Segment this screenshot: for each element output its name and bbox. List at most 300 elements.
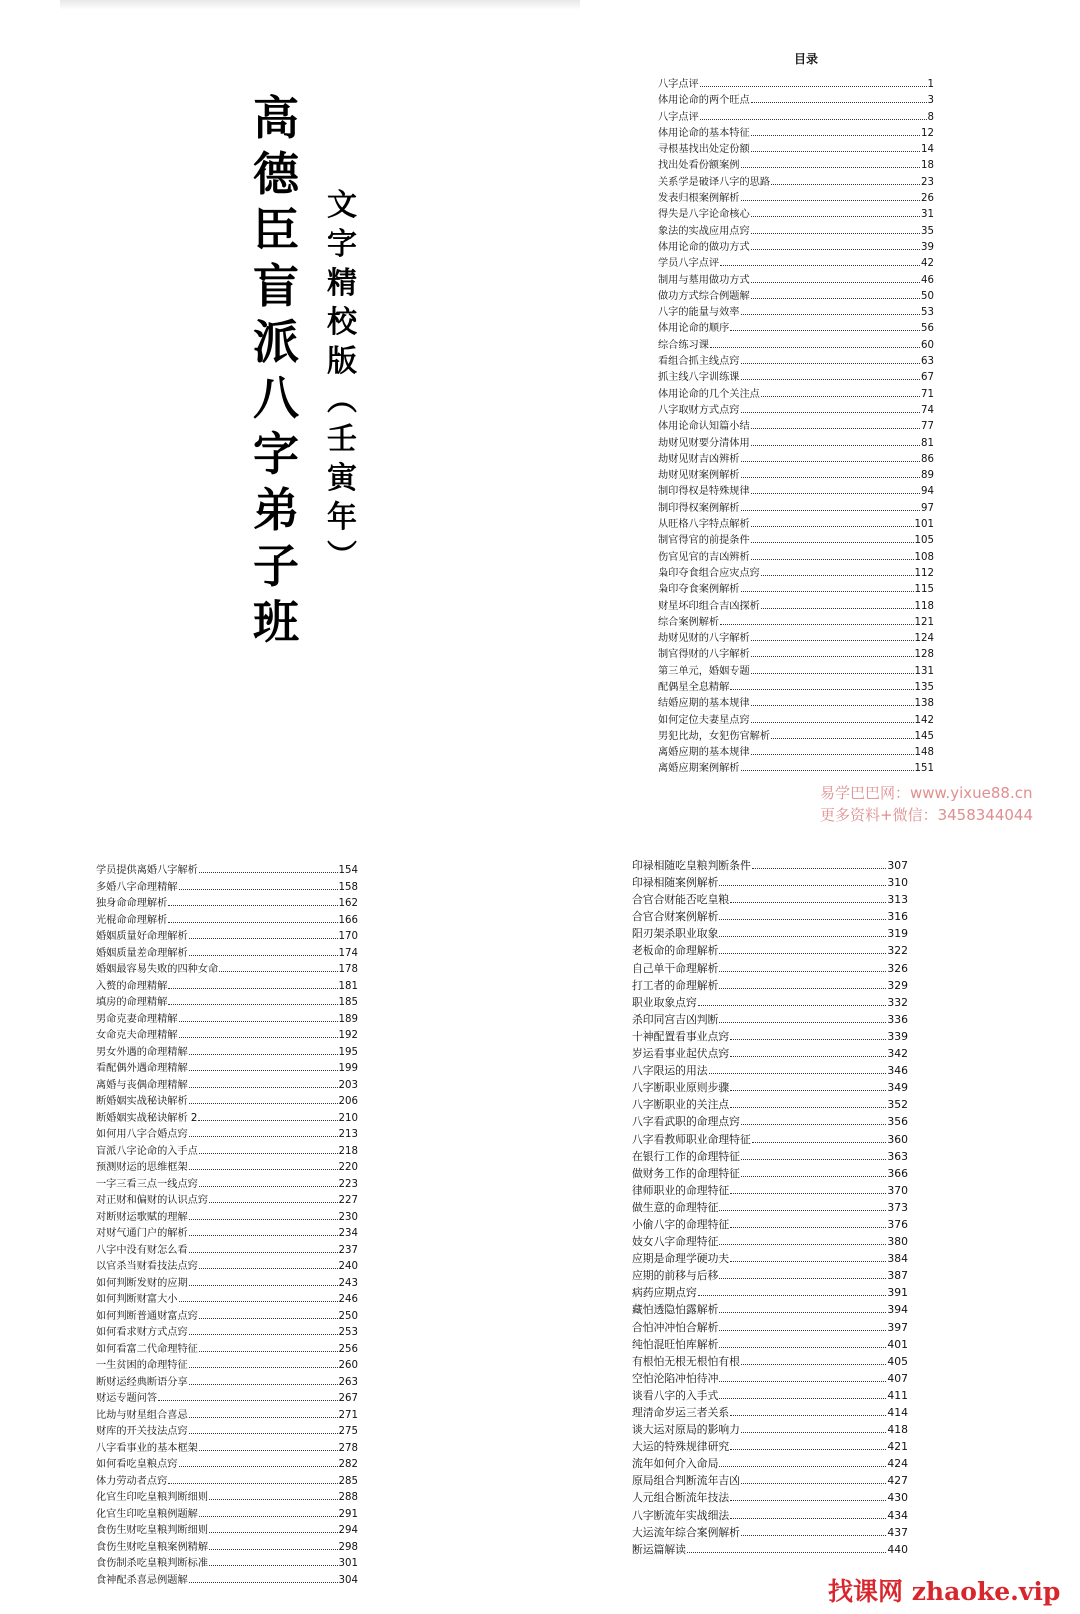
toc-entry-title: 结婚应期的基本规律 — [658, 698, 750, 710]
title-char: 德 — [253, 147, 299, 201]
title-char: 高 — [253, 91, 299, 145]
toc-entry-title: 谈看八字的入手式 — [632, 1388, 719, 1402]
watermark-line-wechat: 更多资料+微信：3458344044 — [820, 806, 1034, 824]
toc-entry-page: 39 — [921, 241, 934, 253]
toc-entry-title: 以官杀当财看技法点窍 — [96, 1261, 198, 1272]
toc-leader-dots — [700, 79, 927, 87]
toc-entry — [96, 1505, 358, 1522]
toc-entry-page: 407 — [887, 1371, 908, 1385]
toc-entry-title: 独身命命理解析 — [96, 898, 168, 909]
toc-entry — [96, 1125, 358, 1142]
toc-entry-title: 纯怕混旺怕库解析 — [632, 1337, 719, 1351]
toc-leader-dots — [189, 931, 338, 939]
toc-entry-page: 336 — [887, 1012, 908, 1026]
toc-entry-page: 145 — [914, 730, 934, 742]
toc-entry-page: 192 — [338, 1030, 358, 1041]
toc-leader-dots — [719, 912, 886, 921]
toc-entry-page: 411 — [887, 1388, 908, 1402]
toc-leader-dots — [730, 895, 886, 904]
toc-entry — [632, 1029, 908, 1046]
toc-entry — [96, 1026, 358, 1043]
toc-entry-page: 401 — [887, 1337, 908, 1351]
title-char: 臣 — [253, 203, 299, 257]
toc-entry-title: 婚姻质量好命理解析 — [96, 931, 188, 942]
toc-entry-page: 275 — [338, 1426, 358, 1437]
toc-entry-title: 体用论命的顺序 — [658, 323, 730, 335]
toc-entry-title: 八字取财方式点窍 — [658, 404, 740, 416]
toc-entry-page: 267 — [338, 1393, 358, 1404]
toc-entry-title: 人元组合断流年技法 — [632, 1491, 730, 1505]
toc-leader-dots — [719, 1202, 886, 1211]
toc-entry-page: 291 — [338, 1508, 358, 1520]
toc-leader-dots — [719, 1305, 886, 1314]
subtitle-char: 校 — [327, 305, 357, 340]
title-char: 字 — [253, 427, 299, 481]
toc-leader-dots — [751, 633, 914, 641]
toc-entry-page: 394 — [887, 1303, 908, 1317]
toc-leader-dots — [709, 1066, 887, 1075]
toc-entry-title: 寻根基找出处定份额 — [658, 144, 750, 156]
toc-entry-title: 一生贫困的命理特征 — [96, 1360, 188, 1371]
toc-leader-dots — [209, 1492, 337, 1500]
toc-entry-title: 财运专题问答 — [96, 1393, 158, 1404]
toc-entry-page: 71 — [921, 388, 934, 400]
toc-entry — [658, 368, 934, 384]
toc-entry-title: 如何用八字合婚点窍 — [96, 1129, 188, 1140]
toc-entry — [632, 1490, 908, 1507]
toc-entry-title: 如何判断财富大小 — [96, 1294, 178, 1305]
toc-entry-page: 189 — [338, 1013, 358, 1025]
toc-entry-title: 综合案例解析 — [658, 616, 720, 628]
toc-leader-dots — [730, 1185, 886, 1194]
toc-entry-title: 在银行工作的命理特征 — [632, 1149, 740, 1163]
toc-entry-page: 162 — [338, 898, 358, 909]
toc-entry-page: 138 — [914, 698, 934, 710]
toc-leader-dots — [189, 1162, 338, 1170]
toc-entry-page: 26 — [921, 193, 934, 205]
toc-entry-title: 律师职业的命理特征 — [632, 1183, 730, 1197]
toc-entry-page: 178 — [338, 964, 358, 975]
toc-leader-dots — [761, 568, 914, 576]
toc-entry-title: 伤官见官的吉凶辨析 — [658, 551, 750, 563]
toc-entry-page: 60 — [921, 339, 934, 351]
toc-entry-title: 阳刃架杀职业取象 — [632, 927, 719, 941]
toc-entry-title: 大运流年综合案例解析 — [632, 1525, 740, 1539]
toc-entry — [658, 108, 934, 124]
toc-leader-dots — [730, 1510, 886, 1519]
toc-leader-dots — [730, 1048, 886, 1057]
toc-entry-page: 8 — [927, 111, 934, 123]
toc-entry-page: 101 — [914, 519, 934, 531]
toc-leader-dots — [168, 914, 337, 922]
toc-entry — [96, 1224, 358, 1241]
toc-leader-dots — [720, 617, 913, 625]
toc-entry — [658, 727, 934, 743]
title-char: 子 — [253, 539, 299, 593]
toc-column-2 — [96, 861, 358, 1587]
toc-leader-dots — [751, 666, 914, 674]
toc-entry-page: 142 — [914, 714, 934, 726]
watermark-site-info — [820, 782, 1076, 826]
toc-entry — [96, 960, 358, 977]
toc-entry-title: 比劫与财星组合喜忌 — [96, 1409, 188, 1421]
toc-entry — [632, 875, 908, 892]
toc-entry-page: 46 — [921, 274, 934, 286]
toc-leader-dots — [771, 731, 913, 739]
toc-entry-page: 42 — [921, 258, 934, 270]
toc-entry-page: 424 — [887, 1457, 908, 1471]
toc-entry-page: 14 — [921, 144, 934, 156]
toc-leader-dots — [189, 1409, 338, 1417]
toc-entry-page: 363 — [887, 1149, 908, 1163]
toc-leader-dots — [189, 1129, 338, 1137]
toc-entry-page: 50 — [921, 290, 934, 302]
toc-leader-dots — [751, 421, 920, 429]
toc-leader-dots — [719, 1014, 886, 1023]
toc-entry-page: 170 — [338, 931, 358, 942]
toc-entry-page: 349 — [887, 1081, 908, 1095]
toc-leader-dots — [189, 1327, 338, 1335]
toc-entry-page: 3 — [927, 95, 934, 107]
toc-entry — [632, 1405, 908, 1422]
toc-entry — [96, 1439, 358, 1456]
toc-entry-title: 合官合财案例解析 — [632, 910, 719, 924]
toc-entry — [658, 711, 934, 727]
toc-entry-title: 得失是八字论命核心 — [658, 209, 750, 221]
toc-leader-dots — [730, 682, 913, 690]
toc-entry-title: 一字三看三点一线点窍 — [96, 1178, 198, 1190]
toc-entry-page: 260 — [338, 1360, 358, 1371]
toc-entry-title: 配偶星全息精解 — [658, 681, 730, 693]
toc-leader-dots — [700, 111, 927, 119]
toc-entry-page: 135 — [914, 681, 934, 693]
toc-entry-title: 体用论命的基本特征 — [658, 127, 750, 139]
toc-entry — [658, 385, 934, 401]
toc-entry-title: 应期是命理学硬功夫 — [632, 1252, 730, 1266]
toc-entry-title: 象法的实战应用点窍 — [658, 225, 750, 237]
toc-entry-title: 男女外遇的命理精解 — [96, 1046, 188, 1058]
toc-entry — [96, 1274, 358, 1291]
toc-leader-dots — [751, 486, 920, 494]
toc-entry-title: 离婚与丧偶命理精解 — [96, 1079, 188, 1091]
toc-entry-page: 12 — [921, 127, 934, 139]
toc-leader-dots — [752, 1134, 887, 1143]
toc-entry-page: 237 — [338, 1244, 358, 1256]
toc-leader-dots — [199, 1508, 338, 1516]
toc-leader-dots — [199, 1442, 338, 1450]
toc-entry — [96, 993, 358, 1010]
toc-leader-dots — [741, 1527, 886, 1536]
toc-entry-title: 食伤制杀吃皇粮判断标准 — [96, 1558, 209, 1569]
toc-leader-dots — [209, 1195, 337, 1203]
toc-entry-page: 437 — [887, 1525, 908, 1539]
toc-entry — [96, 1389, 358, 1406]
toc-entry — [632, 1371, 908, 1388]
toc-entry — [632, 1063, 908, 1080]
toc-entry — [658, 75, 934, 91]
toc-entry — [658, 597, 934, 613]
toc-entry-title: 入赘的命理精解 — [96, 980, 168, 992]
toc-entry-page: 322 — [887, 944, 908, 958]
toc-entry-page: 253 — [338, 1327, 358, 1338]
toc-leader-dots — [720, 258, 920, 266]
toc-entry — [658, 531, 934, 547]
toc-entry-title: 八字看武职的命理点窍 — [632, 1115, 740, 1129]
toc-entry — [632, 892, 908, 909]
toc-entry-title: 制用与墓用做功方式 — [658, 274, 750, 286]
toc-leader-dots — [209, 1525, 337, 1533]
toc-entry — [96, 1092, 358, 1109]
toc-leader-dots — [719, 1339, 886, 1348]
toc-leader-dots — [710, 340, 920, 348]
subtitle-char: 版 — [327, 344, 357, 379]
toc-entry-title: 杀印同宫吉凶判断 — [632, 1012, 719, 1026]
toc-entry-title: 印禄相随案例解析 — [632, 876, 719, 890]
toc-entry — [96, 894, 358, 911]
toc-leader-dots — [189, 1376, 338, 1384]
toc-entry — [632, 1456, 908, 1473]
book-title — [248, 90, 304, 650]
toc-entry — [96, 1241, 358, 1258]
toc-entry-page: 234 — [338, 1228, 358, 1239]
toc-entry — [96, 1158, 358, 1175]
toc-leader-dots — [730, 1219, 886, 1228]
toc-entry-page: 35 — [921, 225, 934, 237]
toc-entry — [632, 1012, 908, 1029]
toc-leader-dots — [741, 1151, 886, 1160]
toc-leader-dots — [751, 747, 914, 755]
toc-entry-title: 流年如何介入命局 — [632, 1457, 719, 1471]
toc-leader-dots — [741, 1425, 886, 1434]
toc-entry-page: 23 — [921, 176, 934, 188]
toc-entry-page: 316 — [887, 910, 908, 924]
toc-entry-page: 218 — [338, 1145, 358, 1157]
toc-leader-dots — [741, 1168, 886, 1177]
toc-entry — [632, 1302, 908, 1319]
toc-entry-page: 97 — [921, 502, 934, 514]
toc-leader-dots — [158, 1393, 337, 1401]
toc-entry-page: 206 — [338, 1096, 358, 1107]
toc-entry-page: 199 — [338, 1063, 358, 1074]
toc-leader-dots — [219, 964, 337, 972]
toc-entry — [96, 911, 358, 928]
subtitle-char: ︵ — [327, 383, 357, 418]
toc-entry-page: 250 — [338, 1310, 358, 1322]
watermark-zhaoke: 找课网 zhaoke.vip — [828, 1577, 1061, 1606]
toc-entry — [658, 678, 934, 694]
toc-entry-title: 体力劳动者点窍 — [96, 1475, 168, 1487]
toc-entry-title: 理清命岁运三者关系 — [632, 1406, 730, 1419]
toc-leader-dots — [719, 946, 886, 955]
toc-entry-title: 体用论命的两个旺点 — [658, 95, 750, 107]
toc-entry — [632, 1268, 908, 1285]
toc-entry-page: 271 — [338, 1409, 358, 1421]
toc-entry-page: 94 — [921, 486, 934, 498]
toc-leader-dots — [189, 1079, 338, 1087]
toc-entry-title: 从旺格八字特点解析 — [658, 519, 750, 531]
toc-leader-dots — [719, 878, 886, 887]
toc-leader-dots — [751, 144, 920, 152]
toc-entry-page: 414 — [887, 1406, 908, 1419]
toc-entry-page: 240 — [338, 1261, 358, 1272]
toc-entry — [632, 978, 908, 995]
toc-entry-title: 劫财见财吉凶辨析 — [658, 453, 740, 465]
toc-entry-title: 化官生印吃皇粮例题解 — [96, 1508, 198, 1520]
toc-entry-page: 63 — [921, 356, 934, 368]
toc-entry-page: 223 — [338, 1178, 358, 1190]
toc-entry-title: 制印得权案例解析 — [658, 502, 740, 514]
toc-leader-dots — [741, 503, 921, 511]
toc-entry — [632, 909, 908, 926]
toc-entry-title: 病药应期点窍 — [632, 1286, 697, 1300]
toc-entry-title: 财星坏印组合吉凶探析 — [658, 600, 760, 612]
toc-entry-title: 化官生印吃皇粮判断细则 — [96, 1492, 209, 1503]
toc-entry — [96, 1340, 358, 1357]
toc-entry — [658, 222, 934, 238]
toc-entry-title: 如何判断发财的应期 — [96, 1277, 188, 1289]
toc-entry — [96, 1191, 358, 1208]
book-edition-subtitle — [322, 186, 362, 576]
toc-entry-page: 181 — [338, 980, 358, 992]
toc-leader-dots — [189, 1277, 338, 1285]
toc-entry — [658, 173, 934, 189]
toc-leader-dots — [719, 980, 886, 989]
toc-entry-page: 246 — [338, 1294, 358, 1305]
toc-entry — [658, 613, 934, 629]
toc-entry — [96, 861, 358, 878]
toc-entry — [632, 1542, 908, 1559]
toc-entry — [96, 1076, 358, 1093]
toc-entry-page: 346 — [887, 1064, 908, 1078]
toc-entry-title: 妓女八字命理特征 — [632, 1235, 719, 1249]
toc-entry — [96, 1323, 358, 1340]
toc-leader-dots — [751, 551, 914, 559]
toc-entry — [96, 1406, 358, 1423]
toc-entry-title: 做生意的命理特征 — [632, 1200, 719, 1214]
toc-entry — [96, 977, 358, 994]
toc-leader-dots — [189, 1426, 338, 1434]
title-char: 班 — [253, 595, 299, 649]
toc-entry-title: 食伤生财吃皇粮案例精解 — [96, 1541, 209, 1553]
toc-leader-dots — [719, 1271, 886, 1280]
toc-leader-dots — [199, 1261, 338, 1269]
toc-entry-title: 断财运经典断语分享 — [96, 1376, 188, 1388]
toc-leader-dots — [719, 1237, 886, 1246]
toc-leader-dots — [751, 274, 920, 282]
toc-leader-dots — [751, 291, 920, 299]
toc-entry-page: 391 — [887, 1286, 908, 1300]
toc-entry-title: 找出处看份额案例 — [658, 160, 740, 172]
toc-entry-title: 制官得财的八字解析 — [658, 649, 750, 661]
toc-entry-title: 大运的特殊规律研究 — [632, 1440, 730, 1454]
toc-entry — [658, 303, 934, 319]
toc-entry — [96, 1422, 358, 1439]
toc-entry — [632, 1080, 908, 1097]
toc-leader-dots — [199, 1310, 338, 1318]
toc-entry-page: 53 — [921, 307, 934, 319]
toc-leader-dots — [189, 1211, 338, 1219]
toc-entry-page: 356 — [887, 1115, 908, 1129]
title-char: 派 — [253, 315, 299, 369]
toc-entry — [658, 319, 934, 335]
toc-entry-title: 枭印夺食案例解析 — [658, 584, 740, 596]
toc-entry — [658, 254, 934, 270]
toc-leader-dots — [741, 307, 921, 315]
title-char: 弟 — [253, 483, 299, 537]
toc-entry-title: 自己单干命理解析 — [632, 961, 719, 975]
toc-entry-title: 光棍命命理解析 — [96, 914, 168, 926]
toc-entry — [96, 1356, 358, 1373]
subtitle-char: 寅 — [327, 461, 357, 496]
toc-entry — [658, 140, 934, 156]
toc-leader-dots — [741, 1117, 886, 1126]
toc-entry-title: 劫财见财的八字解析 — [658, 633, 750, 645]
toc-entry-page: 282 — [338, 1459, 358, 1470]
toc-entry-title: 断婚姻实战秘诀解析 2 — [96, 1112, 198, 1124]
toc-leader-dots — [719, 1459, 886, 1468]
toc-entry-page: 166 — [338, 914, 358, 926]
toc-leader-dots — [730, 323, 920, 331]
toc-leader-dots — [189, 947, 338, 955]
toc-entry-page: 387 — [887, 1269, 908, 1283]
toc-leader-dots — [698, 1288, 887, 1297]
toc-entry — [632, 943, 908, 960]
toc-entry-page: 1 — [927, 79, 934, 90]
toc-entry-page: 319 — [887, 927, 908, 941]
toc-entry-page: 185 — [338, 997, 358, 1008]
toc-entry — [632, 1132, 908, 1149]
toc-entry-page: 31 — [921, 209, 934, 221]
toc-entry-title: 如何看吃皇粮点窍 — [96, 1459, 178, 1470]
toc-entry-title: 谈大运对原局的影响力 — [632, 1423, 740, 1437]
toc-entry-title: 十神配置看事业点窍 — [632, 1029, 730, 1043]
toc-leader-dots — [751, 128, 920, 136]
toc-entry — [658, 156, 934, 172]
toc-entry-title: 打工者的命理解析 — [632, 978, 719, 992]
toc-leader-dots — [730, 1442, 886, 1451]
toc-entry-title: 财库的开关技法点窍 — [96, 1426, 188, 1437]
toc-entry-title: 藏怕透隐怕露解析 — [632, 1303, 719, 1317]
toc-entry-page: 128 — [914, 649, 934, 661]
toc-entry-title: 体用论命认知篇小结 — [658, 421, 750, 433]
toc-entry — [96, 1010, 358, 1027]
toc-entry-page: 332 — [887, 995, 908, 1009]
toc-leader-dots — [168, 997, 337, 1005]
toc-entry-page: 81 — [921, 437, 934, 449]
toc-entry-page: 352 — [887, 1098, 908, 1112]
toc-entry — [632, 1285, 908, 1302]
toc-entry-page: 418 — [887, 1423, 908, 1437]
toc-entry — [658, 401, 934, 417]
toc-entry-page: 210 — [338, 1112, 358, 1124]
toc-entry — [658, 466, 934, 482]
toc-entry — [658, 124, 934, 140]
toc-entry-page: 376 — [887, 1217, 908, 1231]
toc-entry — [96, 1043, 358, 1060]
toc-entry-page: 230 — [338, 1211, 358, 1223]
toc-leader-dots — [189, 1228, 338, 1236]
toc-entry-title: 看配偶外遇命理精解 — [96, 1063, 188, 1074]
toc-leader-dots — [168, 980, 337, 988]
toc-leader-dots — [751, 437, 920, 445]
toc-entry-page: 373 — [887, 1200, 908, 1214]
toc-entry — [658, 662, 934, 678]
toc-entry-page: 131 — [914, 665, 934, 677]
toc-entry-page: 56 — [921, 323, 934, 335]
toc-entry-page: 118 — [914, 600, 934, 612]
toc-entry-title: 体用论命的几个关注点 — [658, 388, 760, 400]
toc-leader-dots — [751, 698, 914, 706]
